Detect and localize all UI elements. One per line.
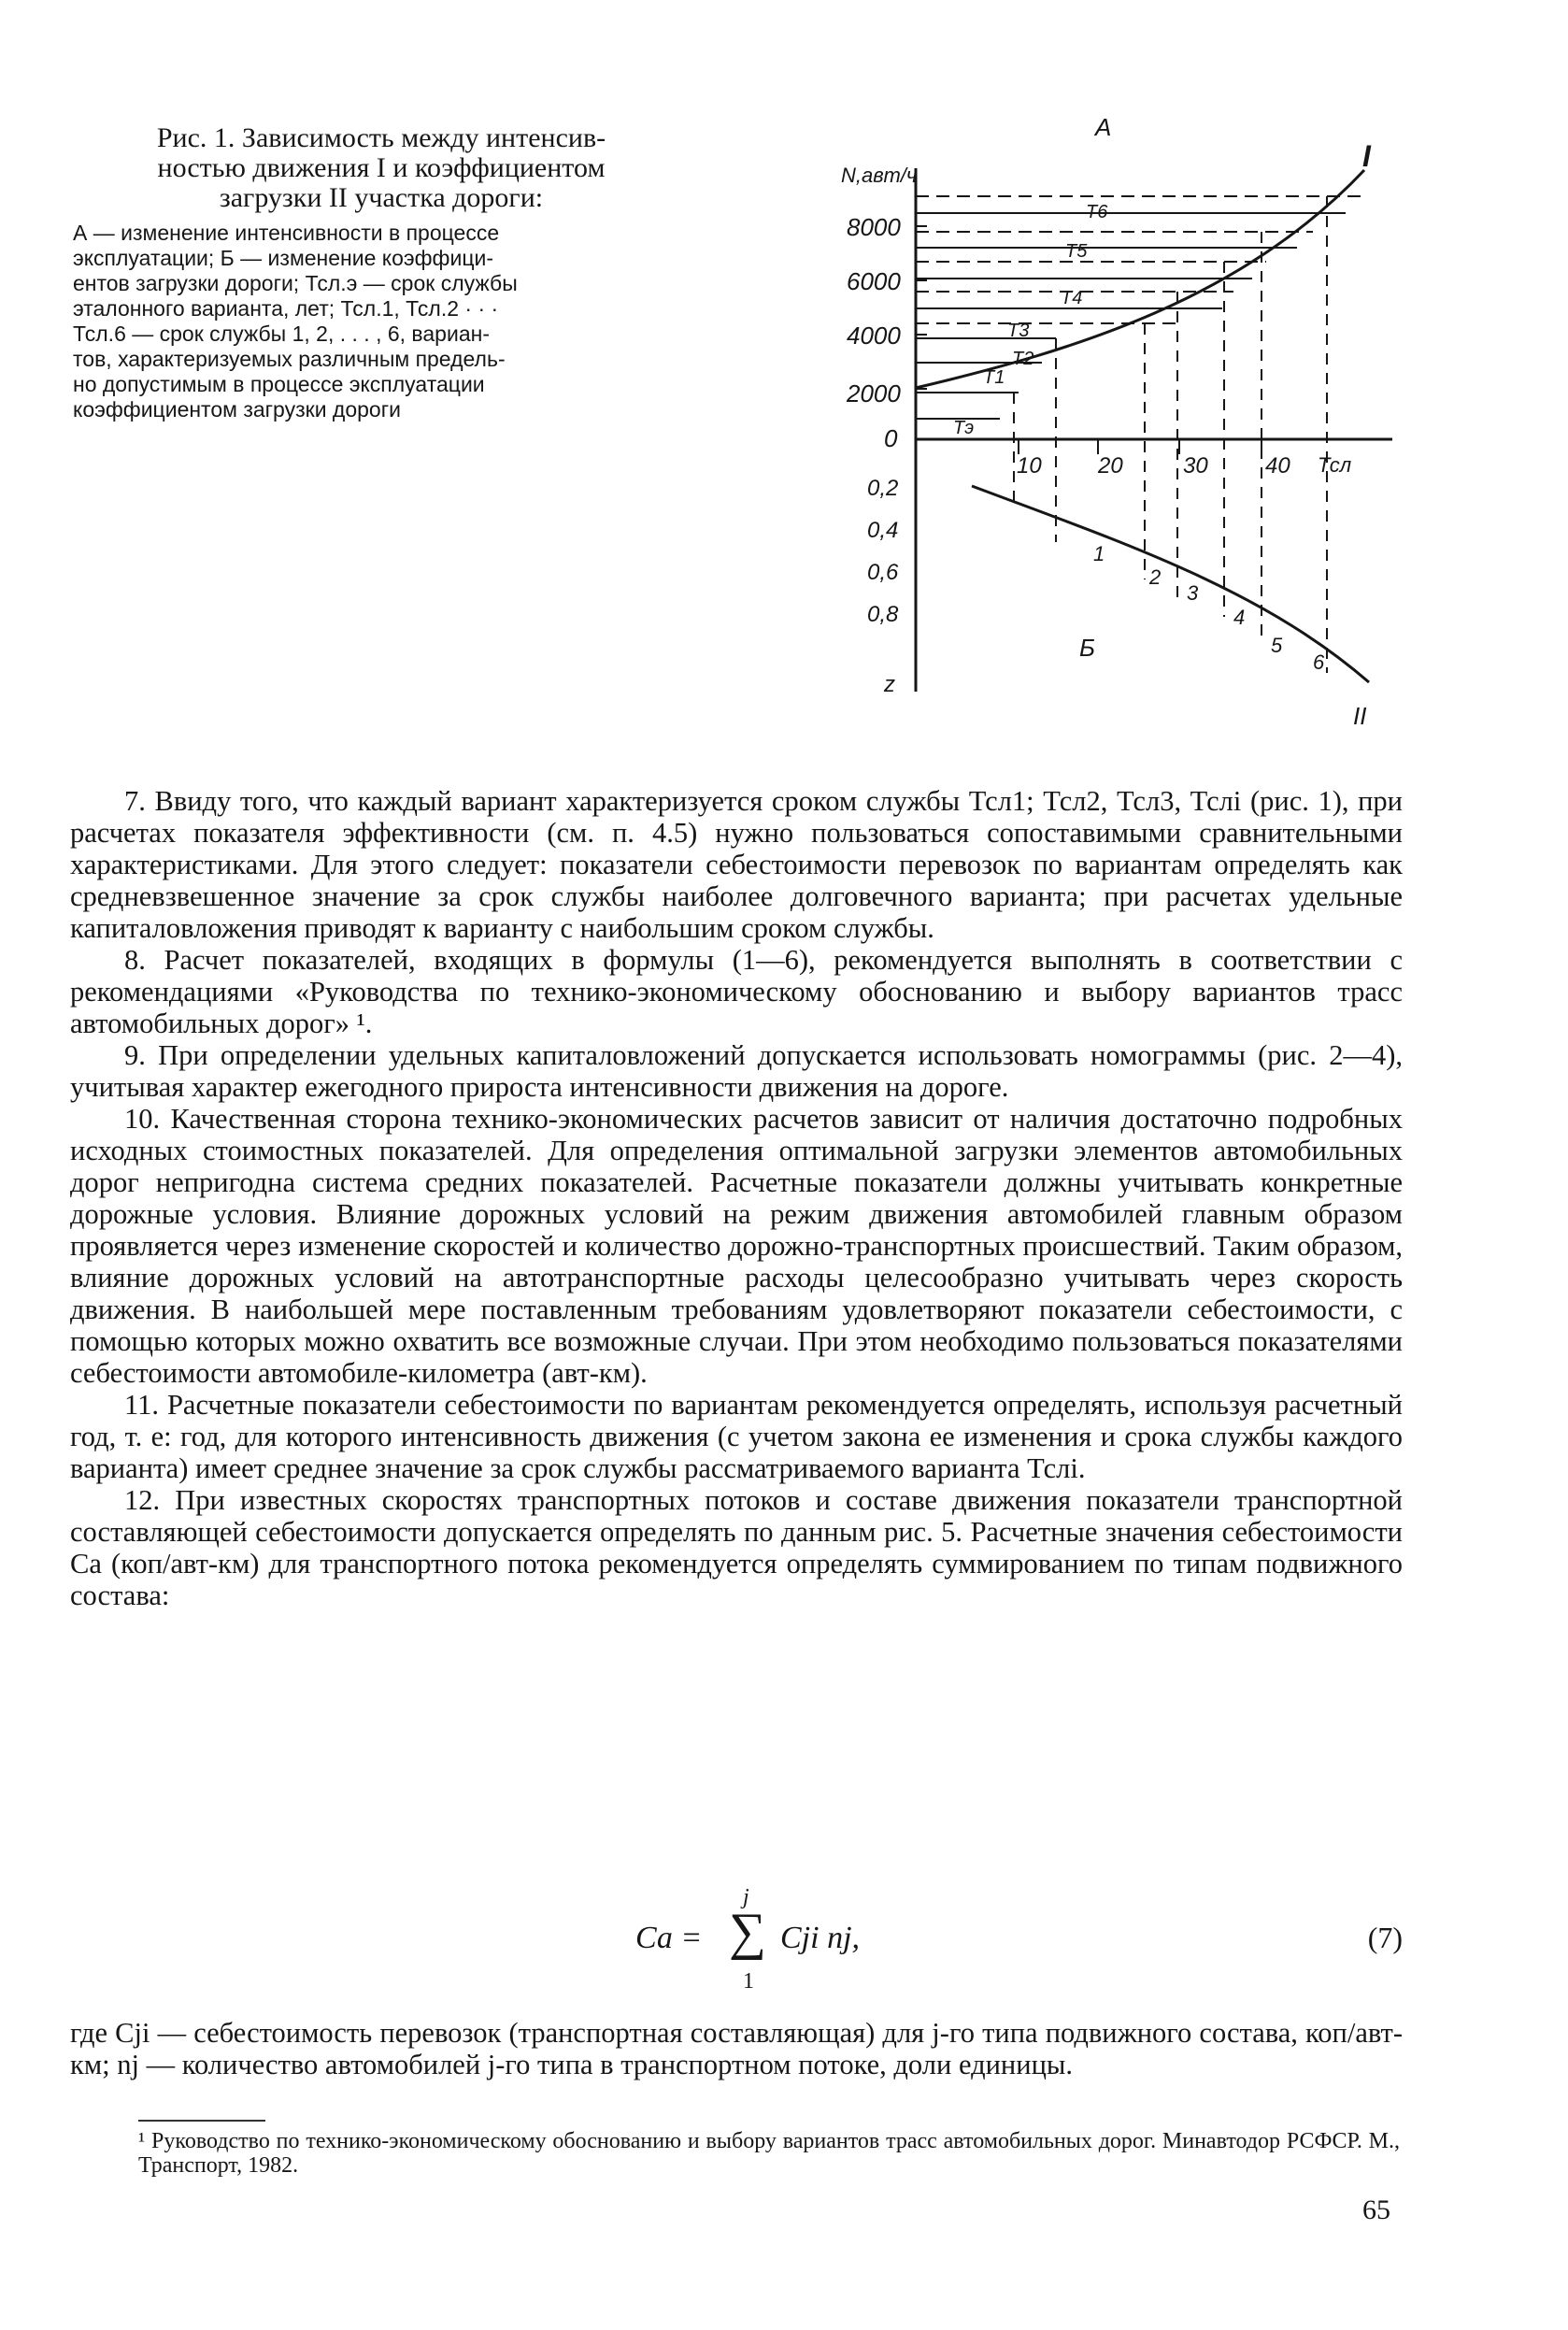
paragraph-8: 8. Расчет показателей, входящих в формулы (1—6), рекомендуется выполнять в соответствии с рекомендациями «Руководства по технико-экономическому обоснованию и выбору вариантов трасс автомобильных дорог» ¹. [70,944,1403,1039]
formula-upper-limit: j [743,1885,749,1909]
paragraph-7: 7. Ввиду того, что каждый вариант характеризуется сроком службы Тсл1; Тсл2, Тсл3, Тслi (рис. 1), при расчетах показателя эффективности (см. п. 4.5) нужно пользоваться сопоставимыми сравнительными характеристиками. Для этого следует: показатели себестоимости перевозок по вариантам определять как средневзвешенное значение за срок службы наиболее долговечного варианта; при расчетах удельные капиталовложения приводят к варианту с наибольшим сроком службы. [70,785,1403,944]
period-label: Т5 [1065,241,1088,262]
x-tick-label: 10 [1017,453,1042,479]
z-axis-label: z [884,672,895,697]
panel-b-label: Б [1079,634,1095,662]
formula-7 [617,1885,1403,1994]
legend-line: А — изменение интенсивности в процессе [73,221,500,245]
formula-explanation [70,2017,1403,2080]
legend-line: коэффициентом загрузки дороги [73,397,401,422]
variant-label: 2 [1149,565,1162,589]
y-tick-label: 4000 [847,322,901,350]
y-tick-label: 6000 [847,267,901,295]
y-axis-label: N,авт/ч [841,164,918,187]
variant-label: 4 [1233,606,1246,629]
legend-line: тов, характеризуемых различным предель- [73,347,506,371]
explanation-text: где Cji — себестоимость перевозок (транспортная составляющая) для j-го типа подвижного состава, коп/авт-км; nj — количество автомобилей j-го типа в транспортном потоке, доли единицы. [70,2017,1403,2080]
formula-number: (7) [1367,1921,1403,1954]
paragraph-9: 9. При определении удельных капиталовложений допускается использовать номограммы (рис. 2—4), учитывая характер ежегодного прироста интенсивности движения на дороге. [70,1039,1403,1103]
figure-diagram [841,112,1439,748]
y-tick-label: 0 [884,424,898,452]
caption-title-line: Рис. 1. Зависимость между интенсив- [156,122,606,153]
x-axis-label: Тсл [1318,453,1352,477]
formula-rhs: Cji nj, [780,1921,861,1955]
period-label: Т4 [1061,288,1083,308]
footnote-divider [138,2120,265,2122]
x-tick-label: 20 [1098,453,1123,479]
caption-title-line: ностью движения I и коэффициентом [157,152,606,183]
paragraph-11: 11. Расчетные показатели себестоимости по вариантам рекомендуется определять, используя расчетный год, т. е: год, для которого интенсивность движения (с учетом закона ее изменения и срока службы каждого варианта) имеет среднее значение за срок службы рассматриваемого варианта Тслi. [70,1389,1403,1484]
z-tick-label: 0,2 [867,476,899,501]
z-tick-label: 0,8 [867,602,899,627]
footnote-text: ¹ Руководство по технико-экономическому обоснованию и выбору вариантов трасс автомобильных дорог. Минавтодор РСФСР. М., Транспорт, 1982. [138,2129,1400,2178]
legend-line: ентов загрузки дороги; Тсл.э — срок службы [73,271,518,295]
y-tick-label: 8000 [847,213,901,241]
legend-line: эксплуатации; Б — изменение коэффици- [73,246,493,270]
panel-a-label: А [1095,113,1112,141]
curve-label-i: I [1362,139,1371,173]
variant-label: 3 [1187,581,1199,605]
period-label: Т2 [1012,349,1034,369]
paragraph-12: 12. При известных скоростях транспортных потоков и составе движения показатели транспортной составляющей себестоимости допускается определять по данным рис. 5. Расчетные значения себестоимости Са (коп/авт-км) для транспортного потока рекомендуется определять суммированием по типам подвижного состава: [70,1484,1403,1611]
period-label: Тэ [953,418,975,438]
x-tick-label: 40 [1265,453,1290,479]
period-label: Т6 [1086,202,1108,222]
period-label: Т3 [1007,321,1030,341]
legend-line: Тсл.6 — срок службы 1, 2, . . . , 6, вариан- [73,322,490,346]
period-label: Т1 [983,367,1005,388]
formula-lhs: Са = [635,1921,703,1955]
legend-line: но допустимым в процессе эксплуатации [73,372,485,396]
paragraph-10: 10. Качественная сторона технико-экономических расчетов зависит от наличия достаточно подробных исходных стоимостных показателей. Для определения оптимальной загрузки элементов автомобильных дорог непригодна система средних показателей. Расчетные показатели должны учитывать конкретные дорожные условия. Влияние дорожных условий на режим движения автомобилей главным образом проявляется через изменение скоростей и количество дорожно-транспортных происшествий. Таким образом, влияние дорожных условий на автотранспортные расходы целесообразно учитывать через скорость движения. В наибольшей мере поставленным требованиям удовлетворяют показатели себестоимости, с помощью которых можно охватить все возможные случаи. При этом необходимо пользоваться показателями себестоимости автомобиле-километра (авт-км). [70,1103,1403,1389]
variant-label: 1 [1093,542,1105,565]
y-tick-label: 2000 [847,379,901,407]
caption-legend [73,221,690,422]
z-tick-label: 0,6 [867,560,899,585]
curve-label-ii: II [1353,702,1367,730]
caption-title-line: загрузки II участка дороги: [219,182,544,213]
x-tick-label: 30 [1183,453,1208,479]
footnote [138,2129,1400,2178]
main-text [70,785,1403,1611]
sigma-symbol: ∑ [729,1903,766,1961]
z-tick-label: 0,4 [867,518,899,543]
figure-caption [73,123,690,422]
formula-lower-limit: 1 [743,1969,754,1994]
page-number: 65 [1362,2194,1390,2225]
load-curve-ii [972,486,1369,682]
variant-label: 5 [1271,634,1283,657]
variant-label: 6 [1313,650,1325,674]
legend-line: эталонного варианта, лет; Тсл.1, Тсл.2 · · · [73,296,499,321]
